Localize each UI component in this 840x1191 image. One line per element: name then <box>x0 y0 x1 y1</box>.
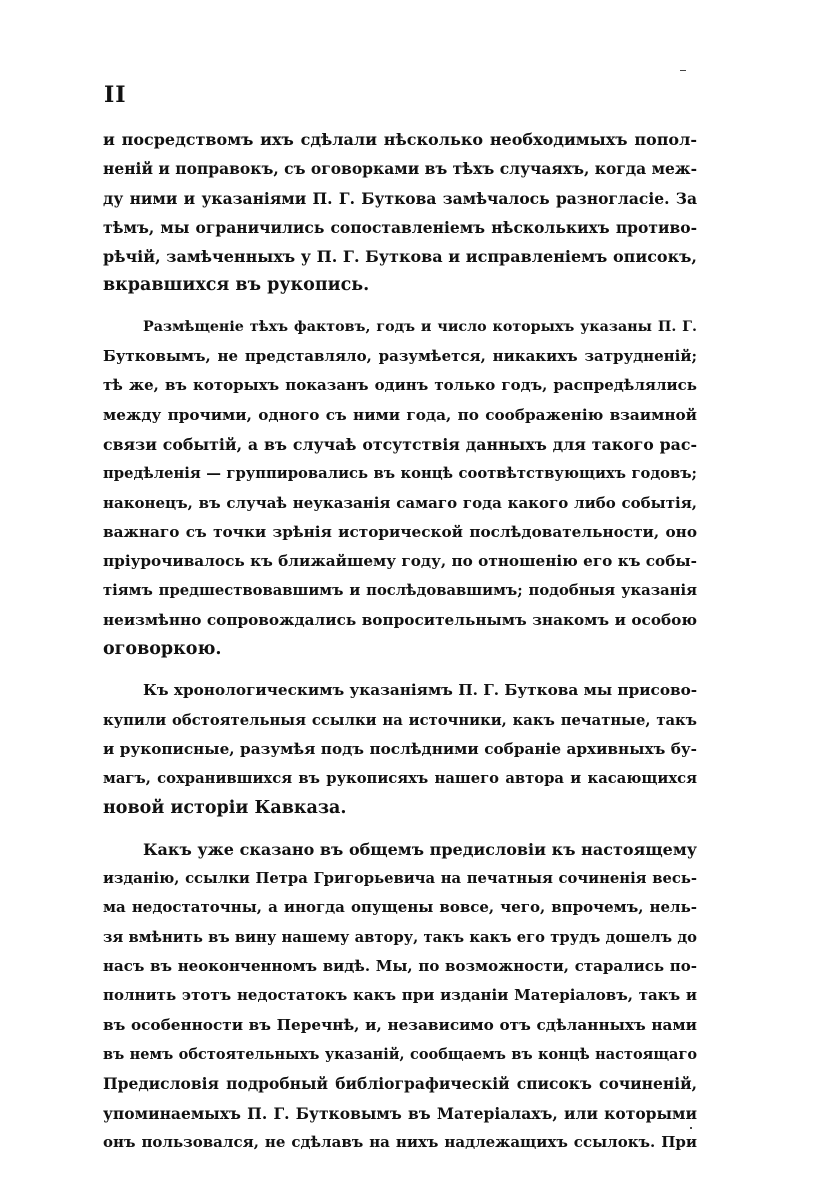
text-line: ду ними и указанiями П. Г. Буткова замѣчалось разногласiе. За <box>103 188 697 208</box>
text-line: Размѣщенiе тѣхъ фактовъ, годъ и число которыхъ указаны П. Г. <box>143 318 697 335</box>
text-line: Предисловiя подробный библiографическiй списокъ сочиненiй, <box>103 1074 697 1094</box>
text-line: Бутковымъ, не представляло, разумѣется, никакихъ затрудненiй; <box>103 347 697 366</box>
text-line: тѣмъ, мы ограничились сопоставленiемъ нѣсколькихъ противо- <box>103 217 697 237</box>
text-line: Къ хронологическимъ указанiямъ П. Г. Буткова мы присово- <box>143 681 697 700</box>
text-line: въ особенности въ Перечнѣ, и, независимо отъ сдѣланныхъ нами <box>103 1015 697 1034</box>
text-line: тiямъ предшествовавшимъ и послѣдовавшимъ; подобныя указанiя <box>103 582 697 600</box>
text-line: полнить этотъ недостатокъ какъ при изданiи Матерiаловъ, такъ и <box>103 986 697 1005</box>
paragraph-2 <box>103 313 697 665</box>
text-line: изданiю, ссылки Петра Григорьевича на печатныя сочиненiя весь- <box>103 870 697 888</box>
text-line: въ немъ обстоятельныхъ указанiй, сообщаемъ въ концѣ настоящаго <box>103 1045 697 1063</box>
paragraph-1 <box>103 125 697 301</box>
text-line: купили обстоятельныя ссылки на источники, какъ печатные, такъ <box>103 711 697 729</box>
text-line: зя вмѣнить въ вину нашему автору, такъ какъ его трудъ дошелъ до <box>103 928 697 946</box>
text-line: оговоркою. <box>103 639 222 660</box>
body-text <box>103 125 697 1169</box>
text-line: связи событiй, а въ случаѣ отсутствiя данныхъ для такого рас- <box>103 434 697 454</box>
text-line: упоминаемыхъ П. Г. Бутковымъ въ Матерiалахъ, или которыми <box>103 1103 697 1123</box>
text-line: предѣленiя — группировались въ концѣ соотвѣтствующихъ годовъ; <box>103 465 697 483</box>
text-line: неизмѣнно сопровождались вопросительнымъ знакомъ и особою <box>103 610 697 629</box>
paragraph-4 <box>103 835 697 1157</box>
text-line: прiурочивалось къ ближайшему году, по отношенiю его къ собы- <box>103 552 697 571</box>
text-line: вкравшихся въ рукопись. <box>103 275 370 296</box>
text-line: наконецъ, въ случаѣ неуказанiя самаго года какого либо событiя, <box>103 493 697 512</box>
text-line: магъ, сохранившихся въ рукописяхъ нашего автора и касающихся <box>103 770 697 788</box>
text-line: ненiй и поправокъ, съ оговорками въ тѣхъ случаяхъ, когда меж- <box>103 159 697 179</box>
text-line: важнаго съ точки зрѣнiя исторической послѣдовательности, оно <box>103 522 697 541</box>
text-line: новой исторiи Кавказа. <box>103 797 347 818</box>
text-line: рѣчiй, замѣченныхъ у П. Г. Буткова и исправленiемъ описокъ, <box>103 247 697 267</box>
text-line: между прочими, одного съ ними года, по соображенiю взаимной <box>103 405 697 424</box>
paragraph-3 <box>103 676 697 822</box>
print-speck <box>690 1127 692 1129</box>
text-line: и рукописные, разумѣя подъ послѣдними собранiе архивныхъ бу- <box>103 739 697 758</box>
text-line: Какъ уже сказано въ общемъ предисловiи къ настоящему <box>143 839 697 859</box>
page-number: II <box>104 82 127 108</box>
text-line: ма недостаточны, а иногда опущены вовсе, чего, впрочемъ, нель- <box>103 898 697 917</box>
text-line: онъ пользовался, не сдѣлавъ на нихъ надлежащихъ ссылокъ. При <box>103 1132 697 1151</box>
text-line: и посредствомъ ихъ сдѣлали нѣсколько необходимыхъ попол- <box>103 130 697 149</box>
print-speck <box>680 70 686 71</box>
text-line: насъ въ неоконченномъ видѣ. Мы, по возможности, старались по- <box>103 957 697 976</box>
text-line: тѣ же, въ которыхъ показанъ одинъ только годъ, распредѣлялись <box>103 376 697 395</box>
